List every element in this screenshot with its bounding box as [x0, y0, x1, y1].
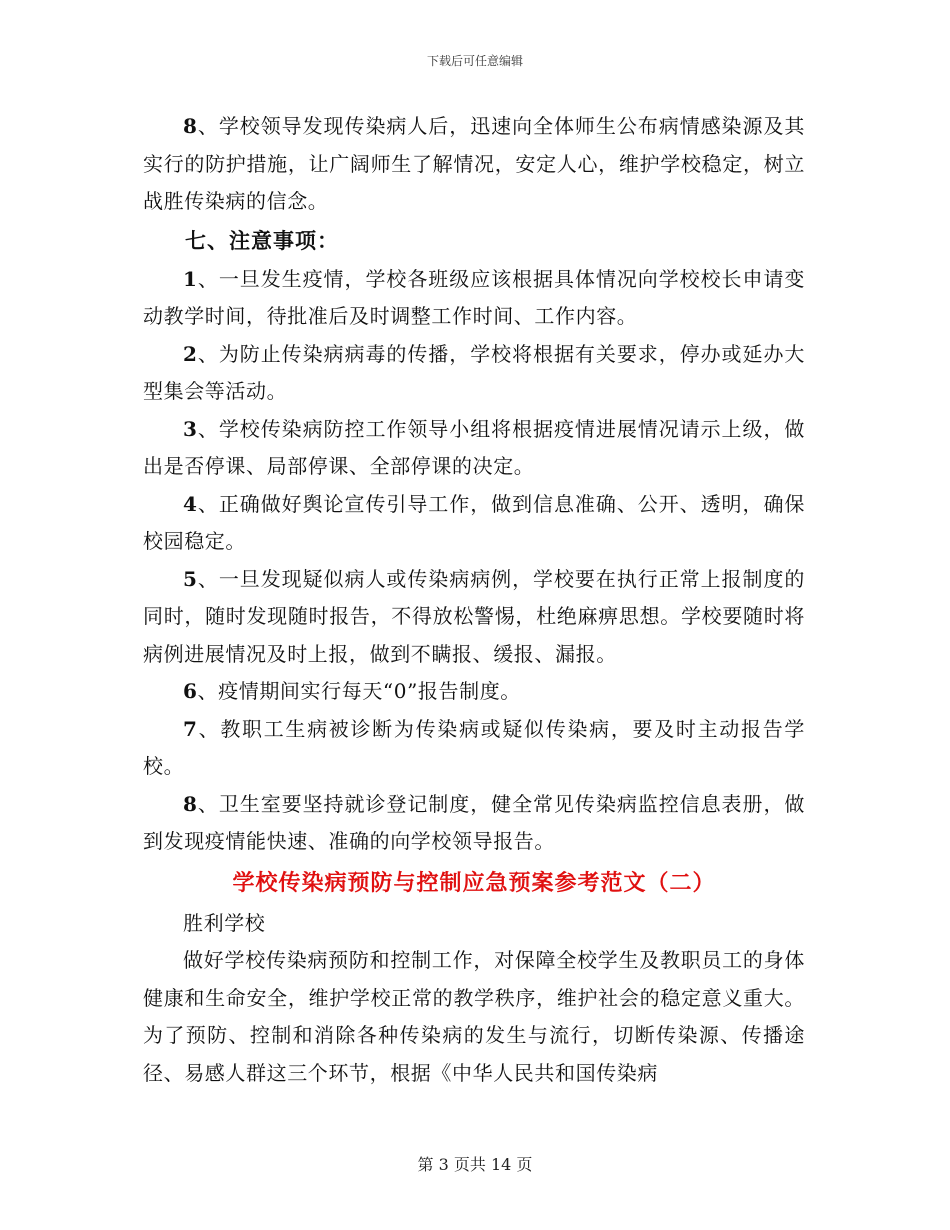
list-item: [143, 411, 805, 486]
list-item: [143, 673, 805, 711]
page-header: 下载后可任意编辑: [426, 54, 523, 68]
item-number: 1: [183, 266, 198, 291]
list-item: [143, 486, 805, 561]
item-text: 、正确做好舆论宣传引导工作，做到信息准确、公开、透明，确保校园稳定。: [143, 491, 805, 553]
document-body: [143, 108, 805, 1092]
item-number: 4: [183, 491, 198, 516]
item-text: 、疫情期间实行每天“0”报告制度。: [197, 679, 521, 703]
item-number: 8: [183, 114, 198, 138]
item-number: 2: [183, 341, 198, 366]
item-text: 、一旦发现疑似病人或传染病病例，学校要在执行正常上报制度的同时，随时发现随时报告，不得放松警惕，杜绝麻痹思想。学校要随时将病例进展情况及时上报，做到不瞒报、缓报、漏报。: [143, 566, 805, 666]
item-text: 、一旦发生疫情，学校各班级应该根据具体情况向学校校长申请变动教学时间，待批准后及时调整工作时间、工作内容。: [143, 266, 805, 328]
section-heading-notes: 七、注意事项：: [185, 227, 339, 253]
school-name: 胜利学校: [183, 910, 266, 935]
body-paragraph: 做好学校传染病预防和控制工作，对保障全校学生及教职员工的身体健康和生命安全，维护学校正常的教学秩序，维护社会的稳定意义重大。为了预防、控制和消除各种传染病的发生与流行，切断传染源、传播途径、易感人群这三个环节，根据《中华人民共和国传染病: [143, 948, 805, 1085]
item-text: 、卫生室要坚持就诊登记制度，健全常见传染病监控信息表册，做到发现疫情能快速、准确的向学校领导报告。: [143, 791, 805, 853]
list-item: [143, 561, 805, 674]
item-text: 、教职工生病被诊断为传染病或疑似传染病，要及时主动报告学校。: [143, 716, 805, 778]
item-text: 、为防止传染病病毒的传播，学校将根据有关要求，停办或延办大型集会等活动。: [143, 341, 805, 403]
paragraph-item-8-prev: [143, 108, 805, 221]
list-item: [143, 711, 805, 786]
item-text: 、学校传染病防控工作领导小组将根据疫情进展情况请示上级，做出是否停课、局部停课、全部停课的决定。: [143, 416, 805, 478]
item-number: 8: [183, 791, 198, 816]
item-number: 5: [183, 566, 198, 591]
document-title: 学校传染病预防与控制应急预案参考范文（二）: [232, 869, 716, 896]
list-item: [143, 336, 805, 411]
item-number: 3: [183, 416, 198, 441]
list-item: [143, 786, 805, 861]
list-item: [143, 261, 805, 336]
item-number: 6: [183, 679, 198, 703]
page-footer: 第 3 页共 14 页: [417, 1155, 533, 1174]
item-number: 7: [183, 716, 198, 741]
item-text: 、学校领导发现传染病人后，迅速向全体师生公布病情感染源及其实行的防护措施，让广阔师生了解情况，安定人心，维护学校稳定，树立战胜传染病的信念。: [143, 114, 805, 213]
